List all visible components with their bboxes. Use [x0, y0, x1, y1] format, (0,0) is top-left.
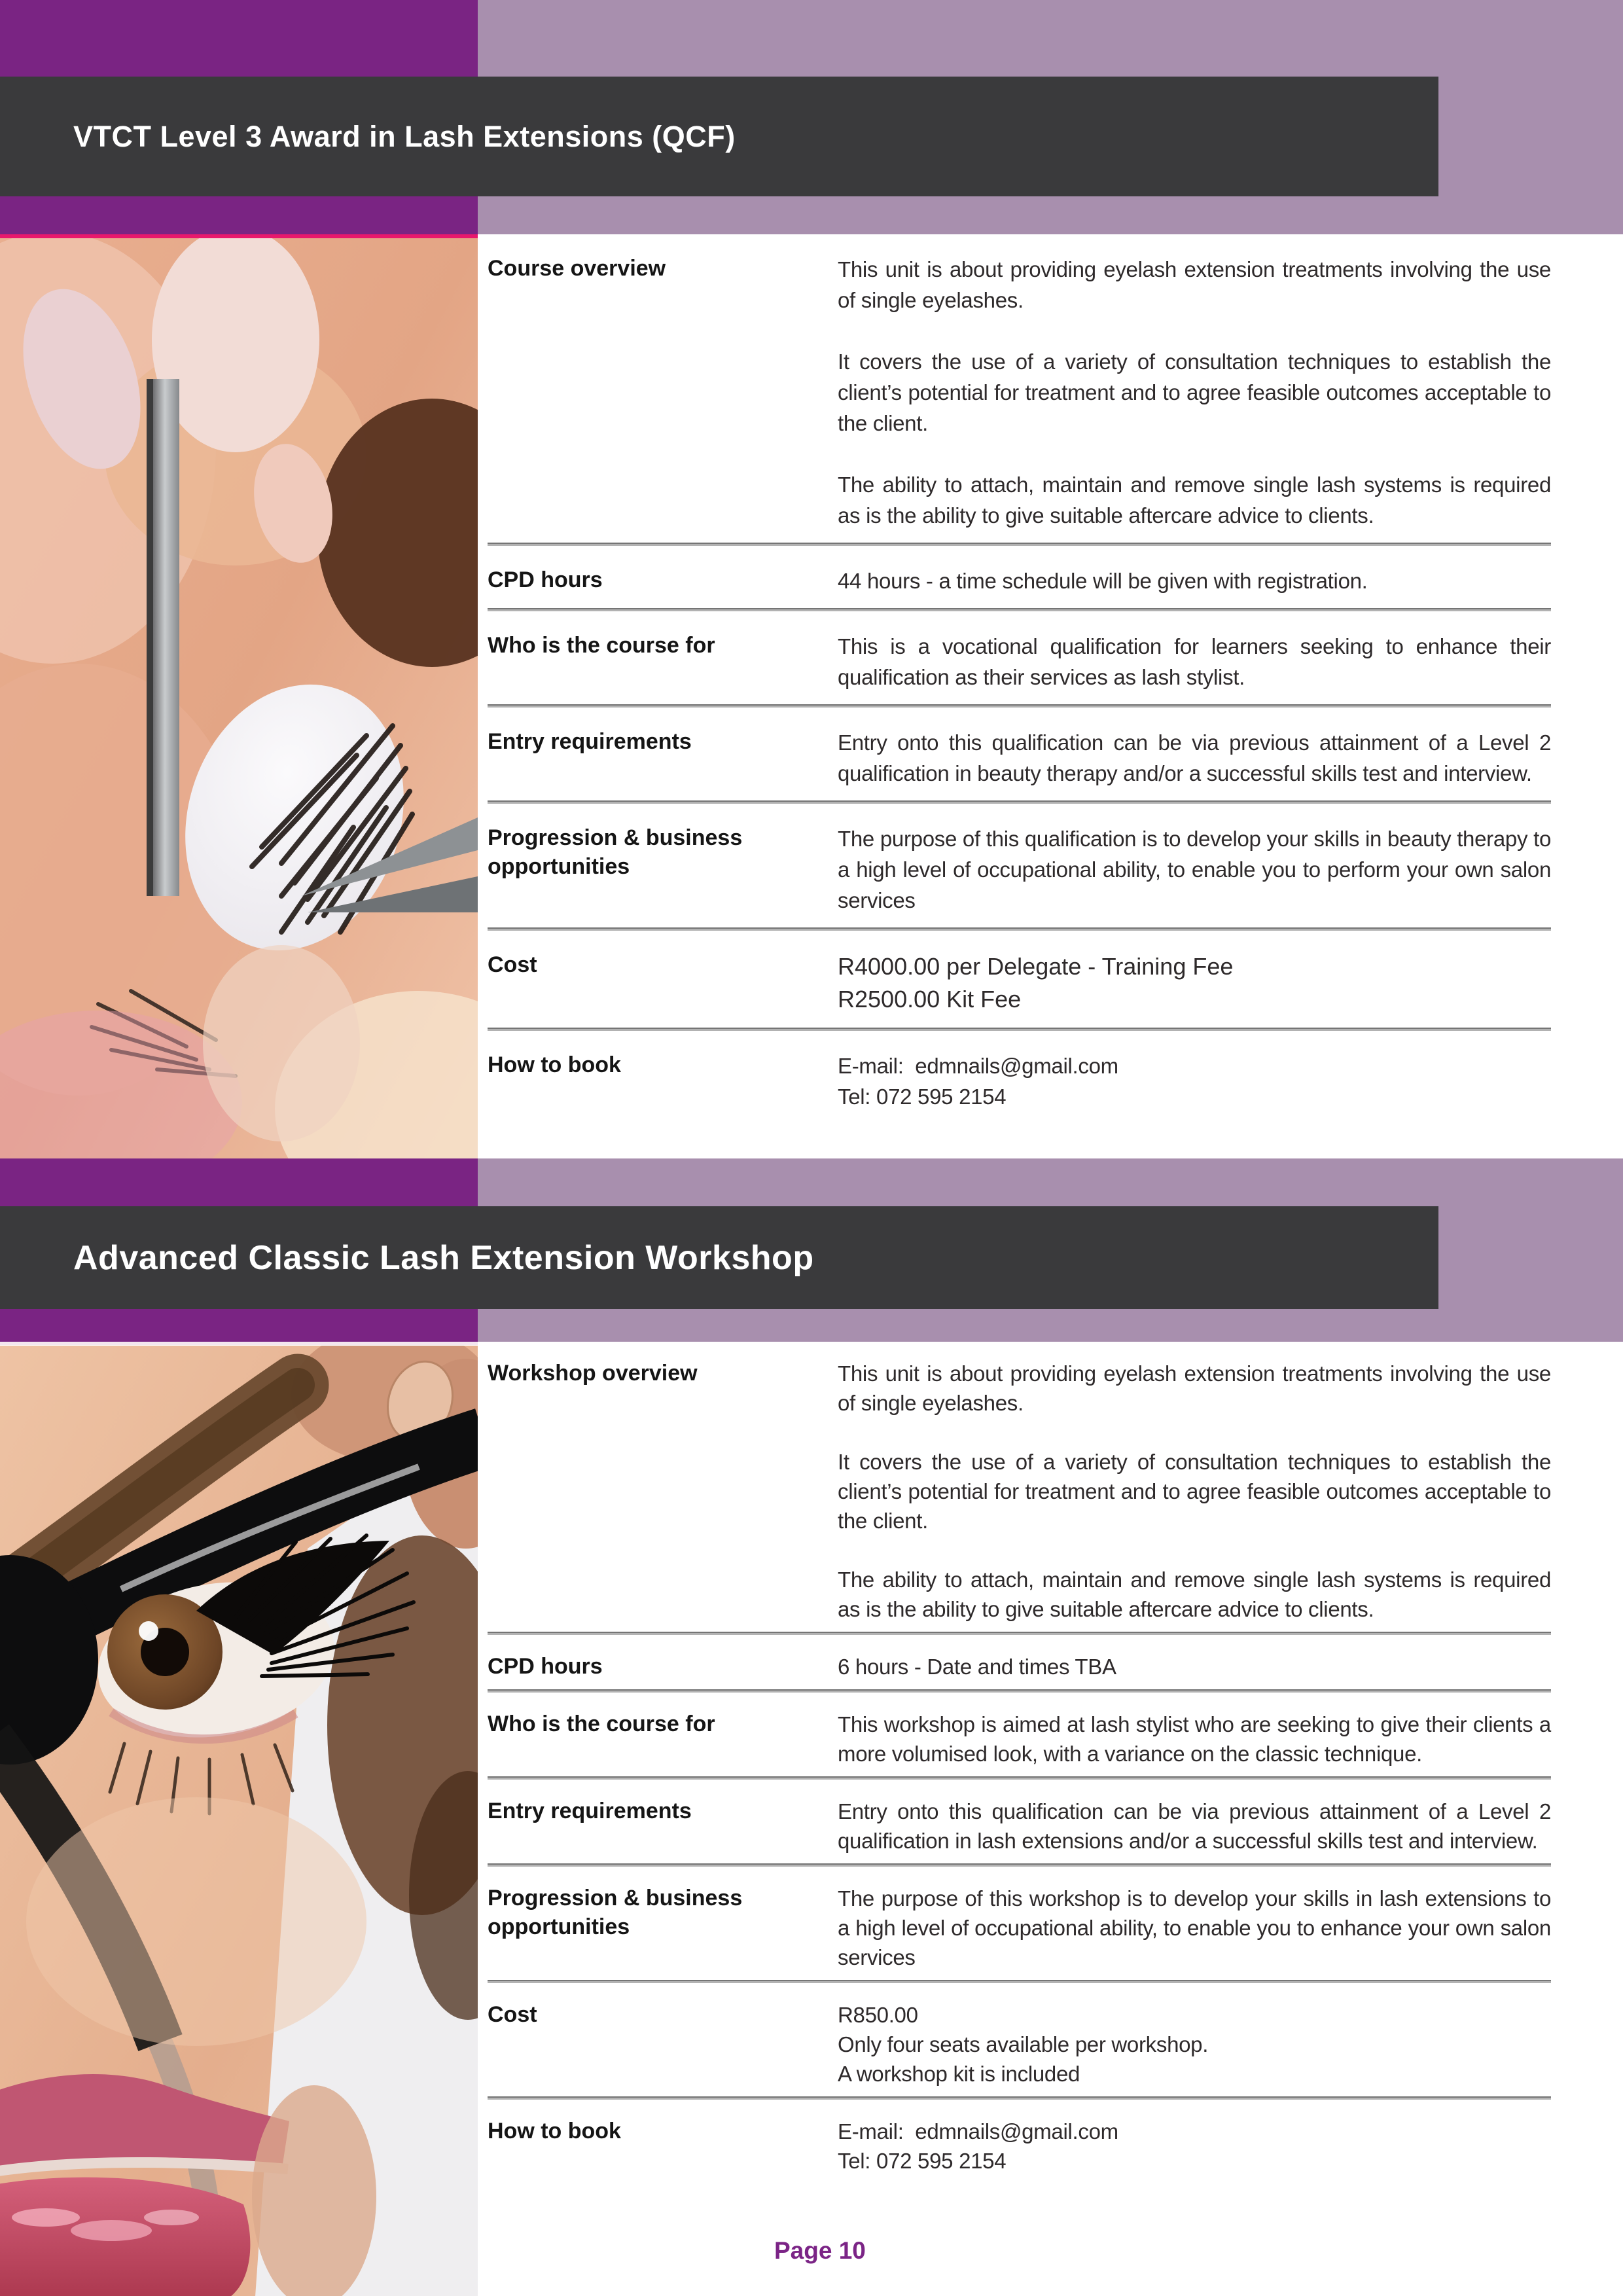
workshop-details-table	[488, 1342, 1557, 2183]
workshop-banner	[0, 1206, 1438, 1309]
table-row	[488, 1780, 1557, 1863]
row-value	[838, 1797, 1557, 1856]
eye-glint	[139, 1621, 158, 1641]
row-label: CPD hours	[488, 1654, 603, 1679]
tweezer-shaft	[153, 379, 179, 896]
row-value-paragraph: This unit is about providing eyelash extension treatments involving the use of single eyelashes.	[838, 1361, 1557, 1415]
course-section-header	[0, 0, 1623, 234]
row-value-paragraph: Entry onto this qualification can be via previous attainment of a Level 2 qualification in lash extensions and/or a successful skills test and interview.	[838, 1799, 1557, 1853]
workshop-section-header	[0, 1158, 1623, 1342]
table-row	[488, 1867, 1557, 1980]
row-value	[838, 823, 1557, 916]
row-label: Entry requirements	[488, 729, 692, 754]
row-value-paragraph: The purpose of this qualification is to develop your skills in beauty therapy to a high level of occupational ability, to enable you to perform your own salon services	[838, 827, 1557, 912]
row-label: Workshop overview	[488, 1361, 698, 1386]
row-value	[838, 2117, 1551, 2176]
row-label: Course overview	[488, 256, 666, 281]
row-value-paragraph: 6 hours - Date and times TBA	[838, 1655, 1116, 1679]
row-value	[838, 1710, 1557, 1768]
row-value-paragraph: Entry onto this qualification can be via previous attainment of a Level 2 qualification in beauty therapy and/or a successful skills test and interview.	[838, 730, 1557, 785]
row-label: Progression & business opportunities	[488, 825, 743, 879]
row-label: How to book	[488, 2119, 621, 2144]
row-label: Who is the course for	[488, 1712, 715, 1736]
table-row	[488, 804, 1557, 927]
workshop-content	[0, 1342, 1623, 2296]
woman-glasses-illustration	[0, 1346, 478, 2296]
row-value	[838, 1652, 1551, 1681]
table-row	[488, 931, 1551, 1028]
table-row	[488, 611, 1557, 704]
row-value-paragraph: The ability to attach, maintain and remove single lash systems is required as is the ability to give suitable aftercare advice to clients.	[838, 1568, 1557, 1621]
row-value-paragraph: R850.00	[838, 2003, 918, 2027]
row-label: Progression & business opportunities	[488, 1886, 743, 1939]
table-row	[488, 2100, 1551, 2183]
row-value	[838, 1050, 1551, 1112]
workshop-banner-title: Advanced Classic Lash Extension Workshop	[73, 1238, 814, 1277]
row-value-paragraph: Tel: 072 595 2154	[838, 1085, 1007, 1109]
table-row	[488, 546, 1551, 608]
row-label: Who is the course for	[488, 633, 715, 658]
row-value-paragraph: A workshop kit is included	[838, 2062, 1080, 2086]
row-value	[838, 631, 1557, 692]
table-row	[488, 1031, 1551, 1124]
table-row	[488, 1693, 1557, 1776]
row-label: Cost	[488, 952, 537, 977]
table-row	[488, 234, 1557, 543]
page-number: Page 10	[774, 2237, 866, 2264]
row-value-paragraph: This unit is about providing eyelash extension treatments involving the use of single eyelashes.	[838, 257, 1557, 312]
row-value-paragraph: Tel: 072 595 2154	[838, 2149, 1007, 2173]
course-banner-title: VTCT Level 3 Award in Lash Extensions (QCF)	[73, 119, 736, 153]
row-value-paragraph: This is a vocational qualification for learners seeking to enhance their qualification as their services as lash stylist.	[838, 634, 1557, 689]
row-value-paragraph: It covers the use of a variety of consultation techniques to establish the client’s potential for treatment and to agree feasible outcomes acceptable to the client.	[838, 350, 1557, 435]
row-label: Entry requirements	[488, 1799, 692, 1823]
row-value	[838, 1359, 1557, 1624]
row-value	[838, 254, 1557, 531]
row-value-paragraph: E-mail: edmnails@gmail.com	[838, 1054, 1118, 1078]
table-row	[488, 1983, 1551, 2096]
row-label: Cost	[488, 2002, 537, 2027]
row-value-paragraph: Only four seats available per workshop.	[838, 2032, 1209, 2056]
row-value-paragraph: 44 hours - a time schedule will be given with registration.	[838, 569, 1368, 593]
tweezer-edge	[147, 379, 153, 896]
photo-lash-extension-application	[0, 238, 478, 1158]
row-value	[838, 1884, 1557, 1972]
row-value-paragraph: The purpose of this workshop is to develop your skills in lash extensions to a high level of occupational ability, to enable you to enhance your own salon services	[838, 1886, 1557, 1969]
row-value-paragraph: The ability to attach, maintain and remove single lash systems is required as is the ability to give suitable aftercare advice to clients.	[838, 473, 1557, 528]
row-value	[838, 565, 1551, 596]
course-details-table	[488, 234, 1557, 1124]
row-value-paragraph: R2500.00 Kit Fee	[838, 986, 1022, 1013]
table-row	[488, 708, 1557, 800]
photo-woman-glasses	[0, 1346, 478, 2296]
row-value	[838, 950, 1551, 1016]
row-value-paragraph: E-mail: edmnails@gmail.com	[838, 2119, 1118, 2144]
course-content	[0, 234, 1623, 1158]
table-row	[488, 1342, 1557, 1632]
pale-accent-line	[0, 1342, 478, 1345]
row-label: How to book	[488, 1052, 621, 1077]
lash-application-illustration	[0, 238, 478, 1158]
course-banner	[0, 77, 1438, 196]
row-value-paragraph: It covers the use of a variety of consultation techniques to establish the client’s potential for treatment and to agree feasible outcomes acceptable to the client.	[838, 1450, 1557, 1533]
row-value	[838, 2000, 1551, 2089]
table-row	[488, 1635, 1551, 1689]
row-value-paragraph: This workshop is aimed at lash stylist who are seeking to give their clients a more volumised look, with a variance on the classic technique.	[838, 1712, 1557, 1766]
row-value-paragraph: R4000.00 per Delegate - Training Fee	[838, 953, 1234, 980]
row-label: CPD hours	[488, 567, 603, 592]
row-value	[838, 727, 1557, 789]
